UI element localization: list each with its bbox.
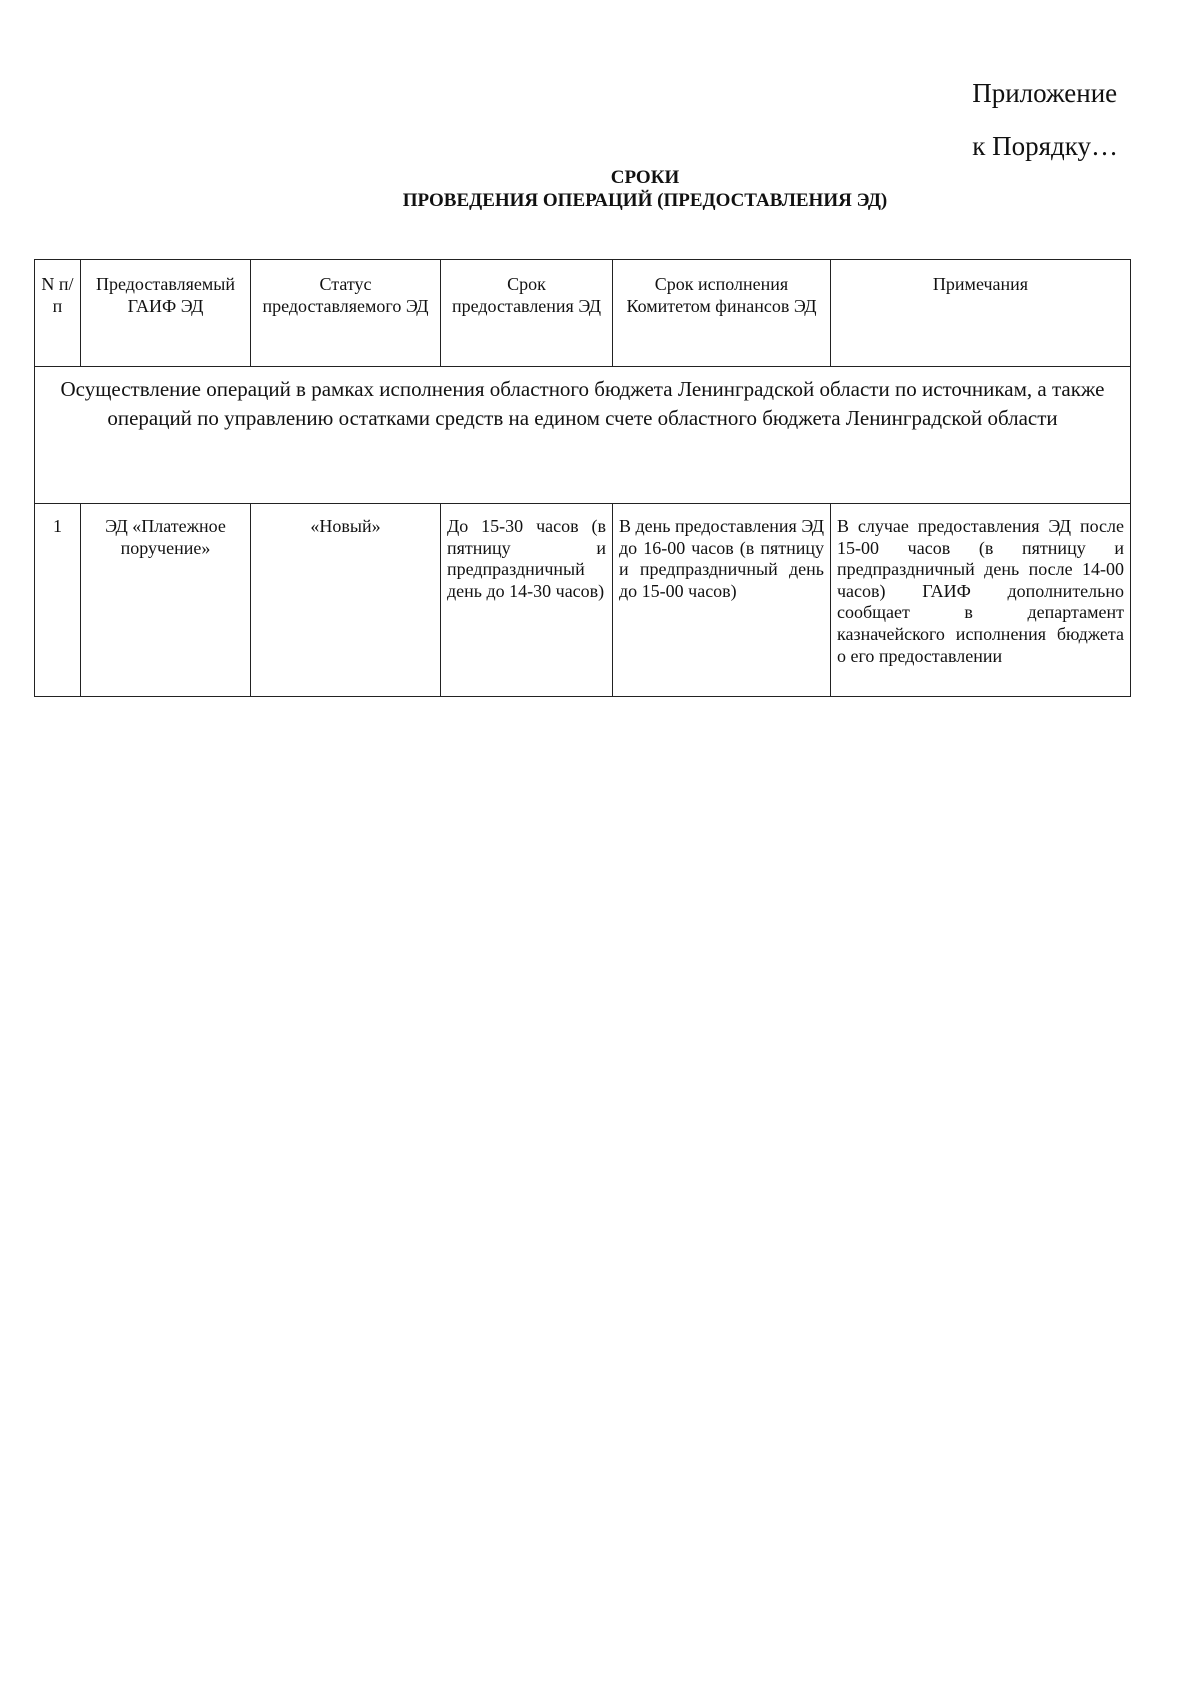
header-submission-deadline: Срок предоставления ЭД — [441, 260, 613, 367]
title-line-1: СРОКИ — [610, 167, 680, 188]
row-submission-deadline: До 15-30 часов (в пятницу и предпраздничный день до 14-30 часов) — [441, 504, 613, 697]
annex-line-2: к Порядку… — [972, 131, 1118, 162]
header-document: Предоставляемый ГАИФ ЭД — [81, 260, 251, 367]
annex-line-1: Приложение — [972, 78, 1118, 108]
header-notes: Примечания — [831, 260, 1131, 367]
header-number: N п/п — [35, 260, 81, 367]
row-status: «Новый» — [251, 504, 441, 697]
section-row — [35, 367, 1131, 504]
table-row — [35, 504, 1131, 697]
section-title: Осуществление операций в рамках исполнения областного бюджета Ленинградской области по источникам, а также операций по управлению остатками средств на едином счете областного бюджета Ленинградской области — [35, 367, 1131, 504]
row-notes: В случае предоставления ЭД после 15-00 часов (в пятницу и предпраздничный день после 14-00 часов) ГАИФ дополнительно сообщает в департамент казначейского исполнения бюджета о его предоставлении — [831, 504, 1131, 697]
table-header-row — [35, 260, 1131, 367]
header-status: Статус предоставляемого ЭД — [251, 260, 441, 367]
row-execution-deadline: В день предоставления ЭД до 16-00 часов (в пятницу и предпраздничный день до 15-00 часов) — [613, 504, 831, 697]
row-document: ЭД «Платежное поручение» — [81, 504, 251, 697]
row-number: 1 — [35, 504, 81, 697]
title-line-2: ПРОВЕДЕНИЯ ОПЕРАЦИЙ (ПРЕДОСТАВЛЕНИЯ ЭД) — [402, 189, 888, 211]
document-title — [0, 167, 1200, 213]
schedule-table — [34, 259, 1131, 697]
header-execution-deadline: Срок исполнения Комитетом финансов ЭД — [613, 260, 831, 367]
